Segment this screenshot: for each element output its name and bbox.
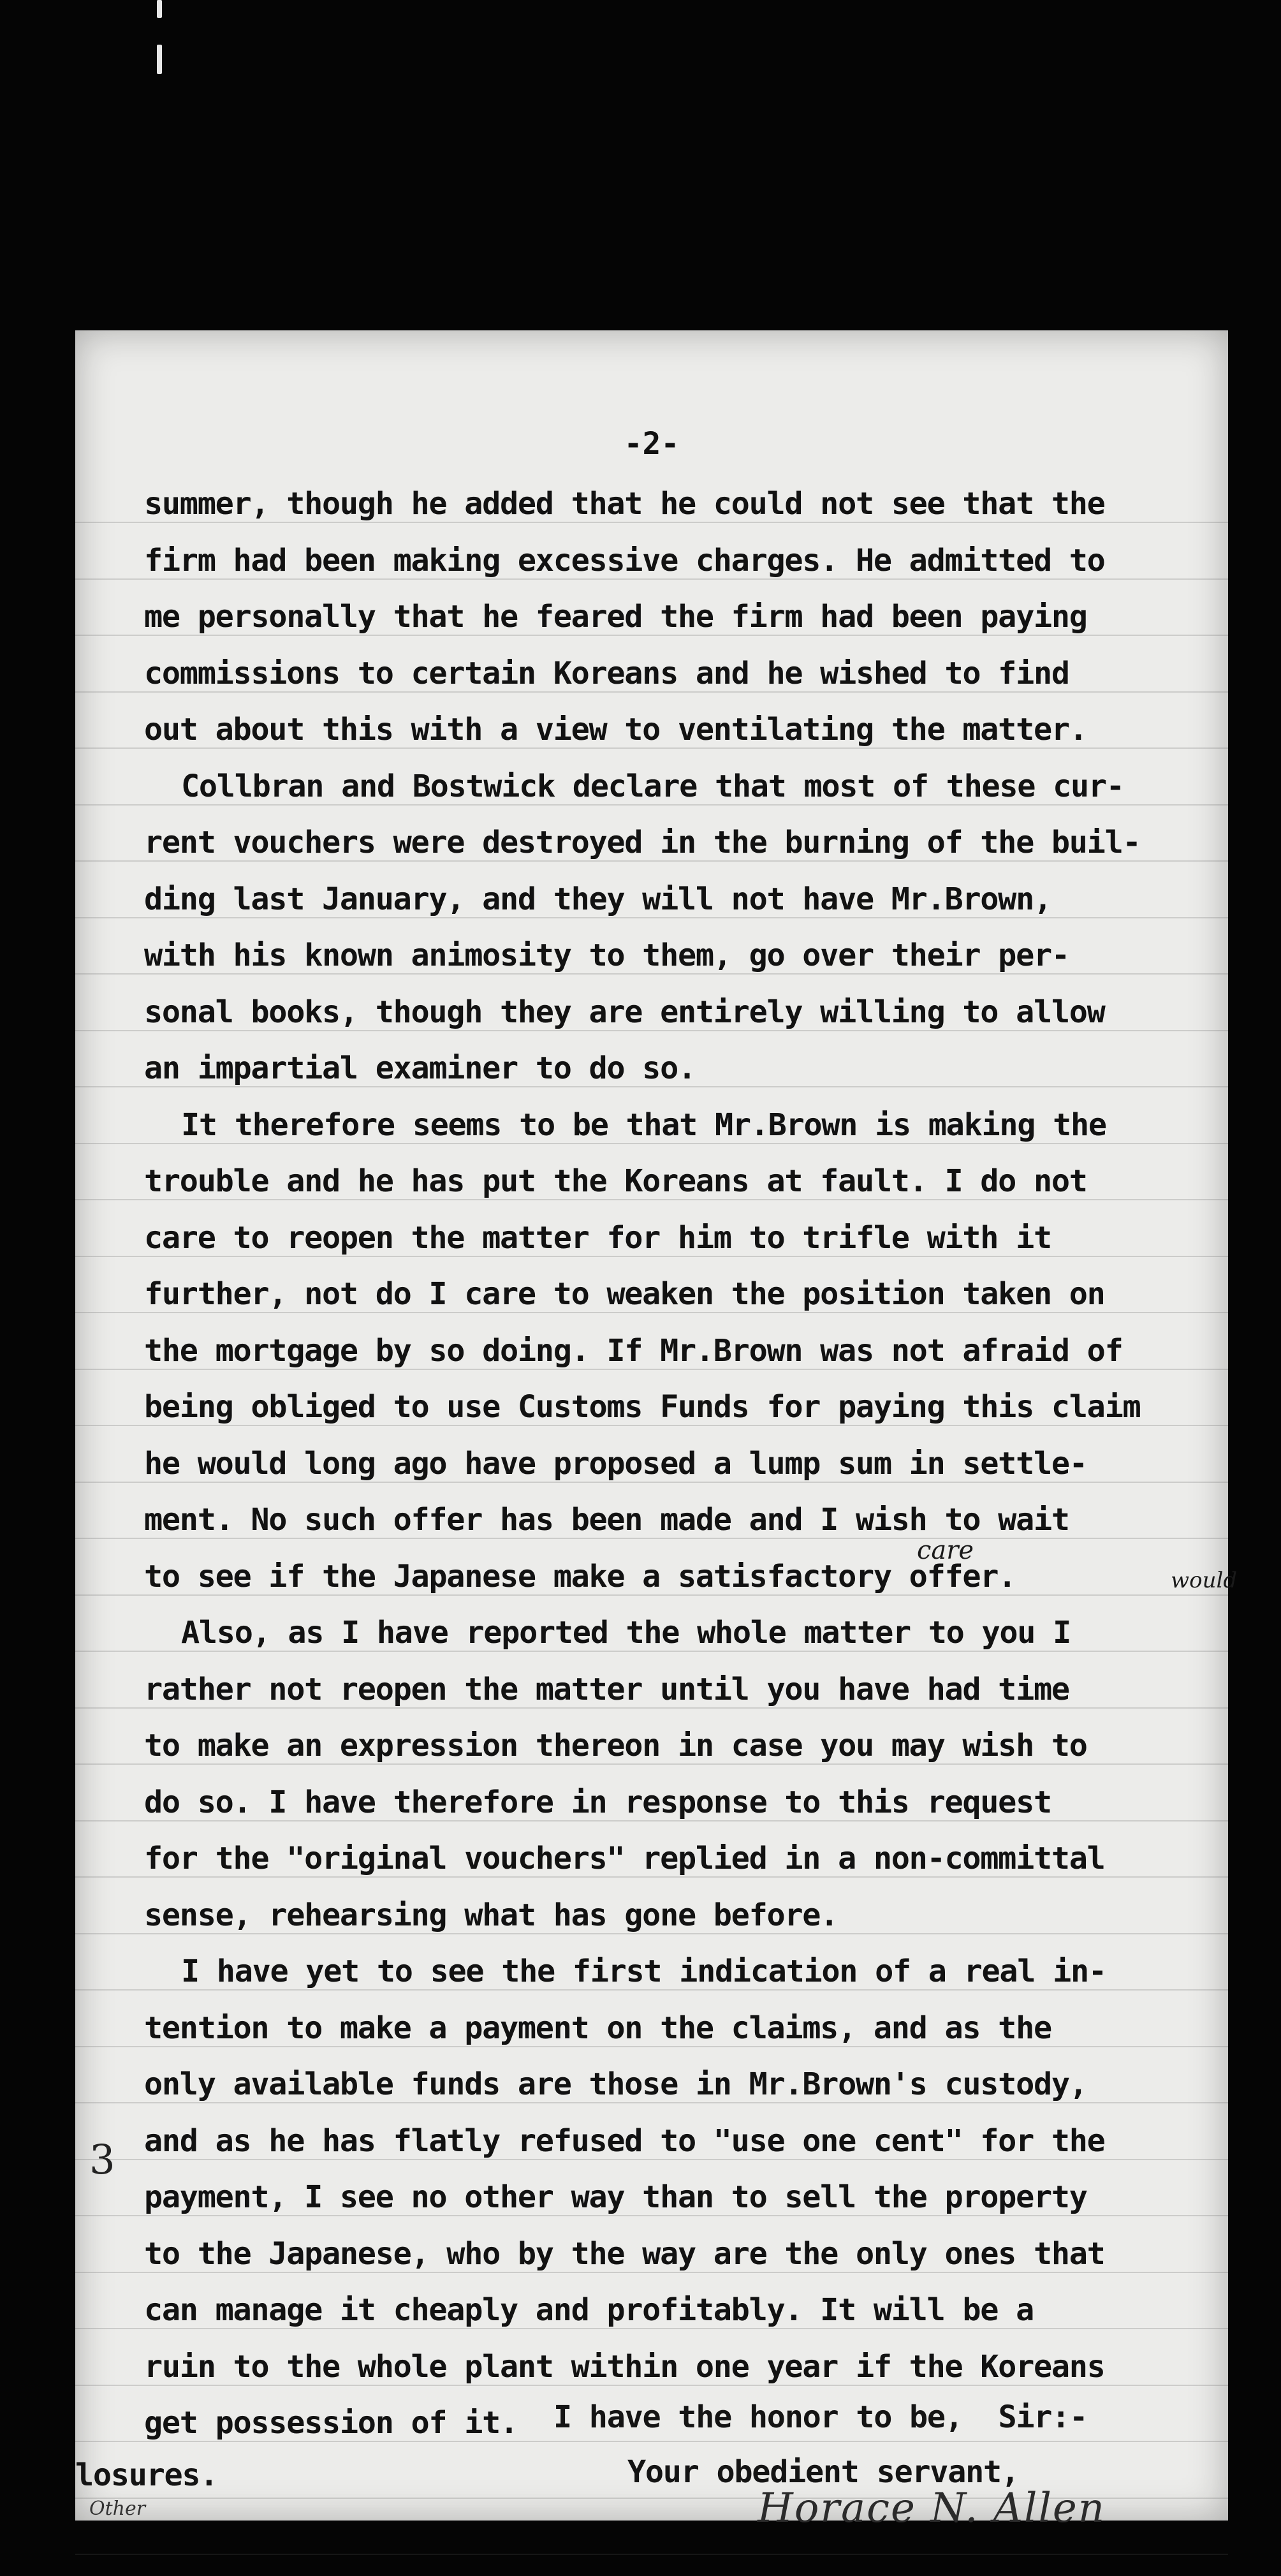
text-line: firm had been making excessive charges. He admitted to — [144, 542, 1105, 578]
film-edge-mark — [157, 0, 162, 18]
enclosure-handwritten-note: Other — [89, 2498, 146, 2520]
text-line: for the "original vouchers" replied in a non-committal — [144, 1841, 1105, 1876]
text-line: trouble and he has put the Koreans at fault. I do not — [144, 1163, 1087, 1199]
text-line: care to reopen the matter for him to trifle with it — [144, 1219, 1051, 1256]
text-line: summer, though he added that he could not see that the — [144, 486, 1105, 522]
text-line: I have yet to see the first indication of a real in- — [181, 1954, 1106, 1989]
text-line: tention to make a payment on the claims, and as the — [144, 2010, 1051, 2046]
text-line: further, not do I care to weaken the position taken on — [144, 1276, 1105, 1312]
text-line: payment, I see no other way than to sell the property — [144, 2179, 1087, 2215]
closing-honor-line: I have the honor to be, Sir:- — [553, 2399, 1087, 2435]
text-line: with his known animosity to them, go over their per- — [144, 938, 1069, 973]
text-line: sense, rehearsing what has gone before. — [144, 1897, 838, 1933]
text-line: me personally that he feared the firm had been paying — [144, 599, 1087, 635]
letter-body — [144, 476, 1215, 2452]
text-line: rent vouchers were destroyed in the burning of the buil- — [144, 825, 1141, 860]
letter-page — [75, 330, 1238, 2532]
text-line: It therefore seems to be that Mr.Brown is making the — [181, 1107, 1106, 1143]
text-line: ruin to the whole plant within one year if the Koreans — [144, 2348, 1105, 2385]
text-line: to make an expression thereon in case you may wish to — [144, 1728, 1087, 1763]
text-line: ment. No such offer has been made and I wish to wait — [144, 1502, 1069, 1538]
film-edge-mark — [157, 45, 162, 74]
handwritten-correction: would — [1171, 1568, 1238, 1593]
text-line: he would long ago have proposed a lump sum in settle- — [144, 1445, 1087, 1482]
enclosures-label: losures. — [75, 2457, 218, 2493]
text-line: can manage it cheaply and profitably. It will be a — [144, 2292, 1034, 2328]
text-line: get possession of it. — [144, 2405, 518, 2441]
text-line: Collbran and Bostwick declare that most of these cur- — [181, 768, 1124, 804]
text-line: Also, as I have reported the whole matter to you I — [181, 1615, 1071, 1651]
closing-servant-line: Your obedient servant, — [627, 2454, 1019, 2490]
signature: Horace N. Allen — [758, 2485, 1106, 2532]
text-line: commissions to certain Koreans and he wished to find — [144, 655, 1069, 691]
page-number: -2- — [624, 426, 680, 462]
text-line: to see if the Japanese make a satisfactory offer. — [144, 1558, 1016, 1594]
text-line: rather not reopen the matter until you have had time — [144, 1671, 1069, 1707]
margin-mark: 3 — [89, 2137, 115, 2184]
text-line: an impartial examiner to do so. — [144, 1050, 696, 1086]
text-line: being obliged to use Customs Funds for paying this claim — [144, 1389, 1141, 1425]
ruled-line — [75, 2554, 1228, 2555]
text-line: only available funds are those in Mr.Brown's custody, — [144, 2066, 1087, 2102]
text-line: out about this with a view to ventilating the matter. — [144, 712, 1087, 747]
handwritten-correction: care — [917, 1536, 974, 1565]
text-line: to the Japanese, who by the way are the only ones that — [144, 2235, 1105, 2272]
text-line: and as he has flatly refused to "use one cent" for the — [144, 2123, 1105, 2159]
text-line: do so. I have therefore in response to this request — [144, 1784, 1051, 1820]
text-line: sonal books, though they are entirely willing to allow — [144, 994, 1105, 1030]
text-line: ding last January, and they will not have Mr.Brown, — [144, 881, 1051, 917]
text-line: the mortgage by so doing. If Mr.Brown was not afraid of — [144, 1332, 1123, 1369]
